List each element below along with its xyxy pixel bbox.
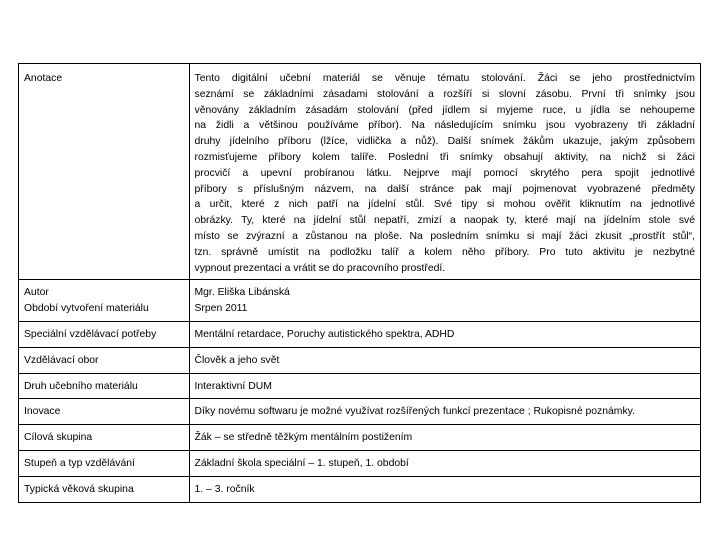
row-label-period: Období vytvoření materiálu [24, 303, 149, 315]
row-value-innovation: Díky novému softwaru je možné využívat rozšířených funkcí prezentace ; Rukopisné poznámky. [189, 399, 701, 425]
annotation-line: obrázky. Ty, které na jídelní stůl nepatří, zmizí a naopak ty, které mají na jídelním stole své [194, 215, 695, 227]
annotation-line: Tento digitální učební materiál se věnuje tématu stolování. Žáci se jeho prostřednictvím [194, 73, 695, 84]
table-row [19, 373, 701, 399]
table-row [19, 280, 701, 322]
row-label-author-period [19, 280, 190, 322]
row-value-education-level: Základní škola speciální – 1. stupeň, 1. období [189, 450, 701, 476]
row-label-special-needs: Speciální vzdělávací potřeby [19, 321, 190, 347]
annotation-line: rozmisťujeme příbory kolem talíře. Poslední tři snímky obsahují aktivity, na nichž si žáci [194, 151, 695, 163]
creation-date: Srpen 2011 [194, 303, 248, 315]
annotation-line: místo se zvýrazní a zůstanou na ploše. Na posledním snímku si mají žáci zkusit „prostřít stůl“, [194, 230, 695, 242]
author-name: Mgr. Eliška Libánská [194, 287, 290, 299]
row-label-target-group: Cílová skupina [19, 425, 190, 451]
row-label-material-type: Druh učebního materiálu [19, 373, 190, 399]
row-label-author: Autor [24, 287, 49, 299]
row-value-subject: Člověk a jeho svět [189, 347, 701, 373]
table-row [19, 476, 701, 502]
row-value-special-needs: Mentální retardace, Poruchy autistického spektra, ADHD [189, 321, 701, 347]
row-label-education-level: Stupeň a typ vzdělávání [19, 450, 190, 476]
annotation-line: vypnout prezentaci a vrátit se do pracovního prostředí. [194, 262, 446, 274]
annotation-line: věnovány základním zásadám stolování (před jídlem si myjeme ruce, u jídla se nehoupeme [194, 104, 695, 116]
annotation-line: druhy jídelního příboru (lžíce, vidlička a nůž). Další snímek žákům ukazuje, jakým způsobem [194, 136, 695, 148]
annotation-line: příbory s příslušným názvem, na další stránce pak mají pojmenovat vyobrazené předměty [194, 183, 695, 195]
table-row [19, 347, 701, 373]
row-value-target-group: Žák – se středně těžkým mentálním postižením [189, 425, 701, 451]
annotation-line: na židli a většinou používáme příbor). Na následujícím snímku jsou vyobrazeny tři základní [194, 120, 695, 132]
table-row [19, 399, 701, 425]
annotation-line: tzn. správně umístit na podložku talíř a kolem něho příbory. Pro tuto aktivitu je nezbytné [194, 246, 695, 258]
metadata-table [18, 63, 701, 503]
row-label-subject: Vzdělávací obor [19, 347, 190, 373]
row-value-author-period [189, 280, 701, 322]
row-value-age-group: 1. – 3. ročník [189, 476, 701, 502]
annotation-line: procvičí a upevní probíranou látku. Nejprve mají pomocí skrytého pera spojit jednotlivé [194, 167, 695, 179]
row-label-innovation: Inovace [19, 399, 190, 425]
row-label-age-group: Typická věková skupina [19, 476, 190, 502]
annotation-line: a určit, které z nich patří na jídelní stůl. Své tipy si mohou ověřit kliknutím na jednotlivé [194, 199, 695, 211]
table-row [19, 425, 701, 451]
row-value-material-type: Interaktivní DUM [189, 373, 701, 399]
annotation-line: seznámí se základními zásadami stolování a rozšíří si slovní zásobu. První tři snímky jsou [194, 88, 695, 100]
table-row [19, 450, 701, 476]
metadata-sheet [18, 63, 701, 503]
row-value-anotace [189, 64, 701, 280]
row-label-anotace: Anotace [19, 64, 190, 280]
table-row [19, 64, 701, 280]
table-row [19, 321, 701, 347]
